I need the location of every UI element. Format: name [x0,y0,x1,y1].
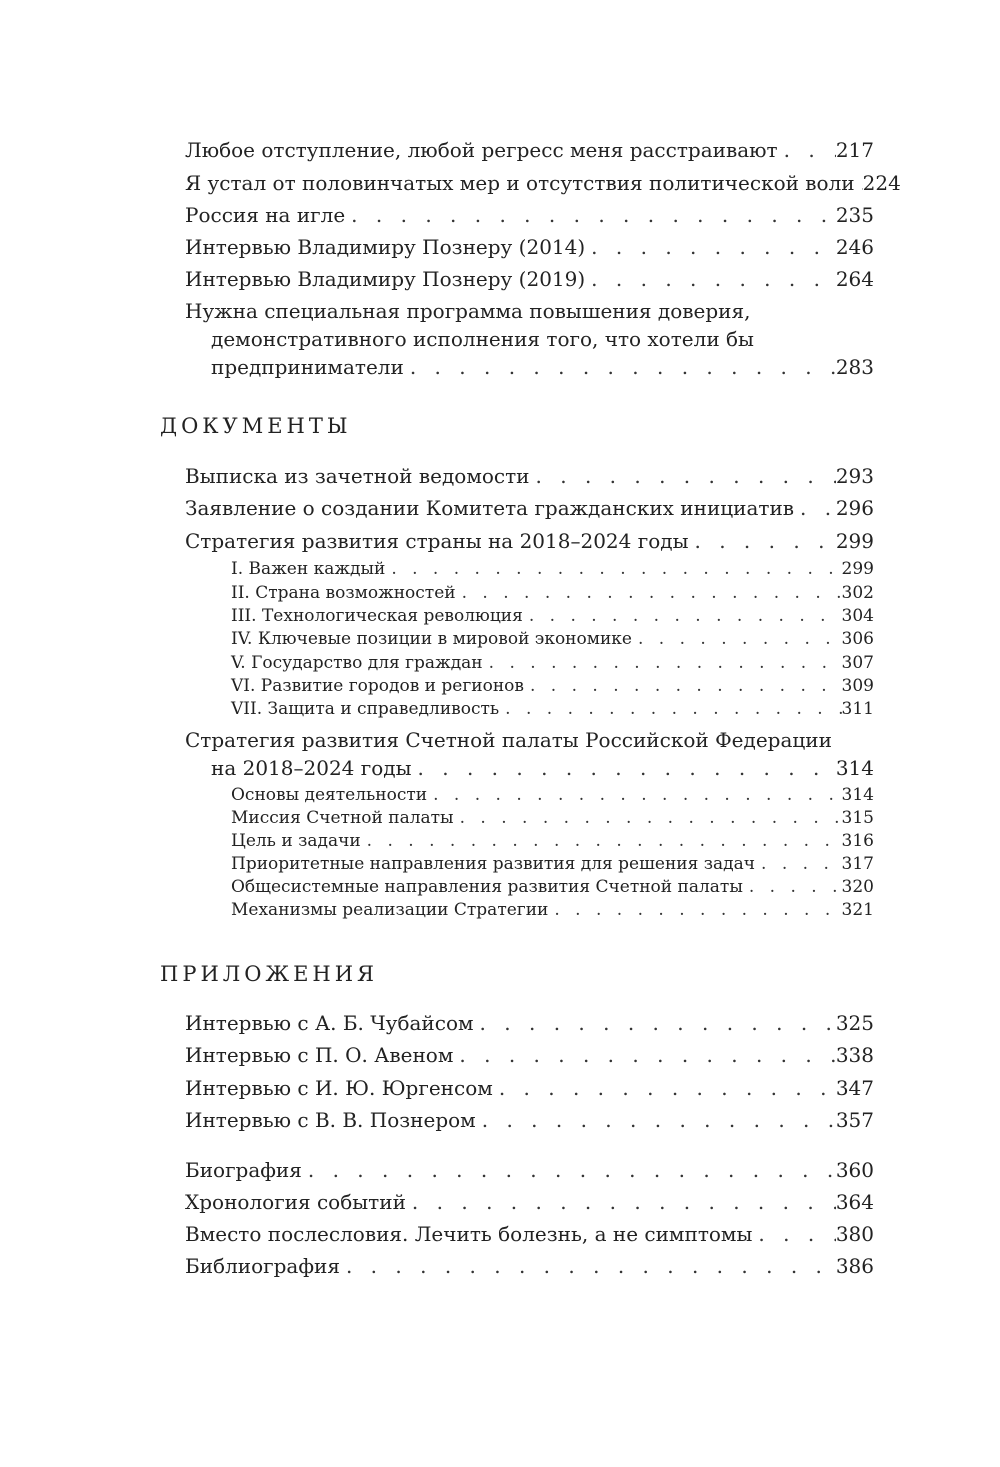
toc-subentry-title: II. Страна возможностей [231,583,456,603]
toc-entry[interactable] [185,265,874,293]
toc-subentry-title: I. Важен каждый [231,559,386,579]
toc-entry-title-line: демонстративного исполнения того, что хотели бы [211,327,754,351]
toc-page-number: 306 [841,629,874,649]
toc-entry-title: Хронология событий [185,1190,406,1214]
toc-subentry[interactable] [231,582,874,605]
toc-entry-title: Интервью Владимиру Познеру (2019) [185,267,586,291]
toc-page-number: 360 [835,1158,874,1182]
toc-page-number: 224 [862,171,901,195]
toc-entry[interactable] [185,1156,874,1184]
toc-subentry-title: Общесистемные направления развития Счетной палаты [231,877,743,897]
toc-page-number: 264 [835,267,874,291]
toc-subentry[interactable] [231,605,874,628]
toc-entry-title: предприниматели [211,355,404,379]
toc-entry[interactable] [185,1074,874,1102]
toc-entry[interactable] [185,1041,874,1069]
toc-page-number: 311 [841,699,874,719]
toc-entry[interactable] [185,169,901,197]
toc-entry-title: Вместо послесловия. Лечить болезнь, а не симптомы [185,1222,753,1246]
toc-entry-title: Заявление о создании Комитета гражданских инициатив [185,496,795,520]
toc-entry[interactable] [185,462,874,490]
toc-subentry-title: VI. Развитие городов и регионов [231,676,524,696]
toc-subentry[interactable] [231,830,874,853]
toc-entry-title: на 2018–2024 годы [211,756,412,780]
toc-page-number: 386 [835,1254,874,1278]
toc-subentry[interactable] [231,628,874,651]
toc-entry[interactable] [185,1220,874,1248]
toc-page-number: 357 [835,1108,874,1132]
toc-page-number: 314 [841,785,874,805]
toc-entry-title-line: Нужна специальная программа повышения доверия, [185,299,751,323]
toc-page-number: 317 [841,854,874,874]
toc-page-number: 309 [841,676,874,696]
toc-subentry-title: IV. Ключевые позиции в мировой экономике [231,629,632,649]
toc-entry-title: Биография [185,1158,302,1182]
toc-subentry[interactable] [231,784,874,807]
section-heading-documents: ДОКУМЕНТЫ [160,414,352,438]
toc-page-number: 283 [835,355,874,379]
toc-entry[interactable] [185,1188,874,1216]
toc-entry[interactable] [185,201,874,229]
toc-entry[interactable] [185,297,874,381]
toc-page-number: 347 [835,1076,874,1100]
toc-subentry-title: Цель и задачи [231,831,361,851]
toc-page-number: 302 [841,583,874,603]
toc-page-number: 314 [835,756,874,780]
toc-page-number: 304 [841,606,874,626]
toc-entry-title: Выписка из зачетной ведомости [185,464,530,488]
toc-subentry-title: V. Государство для граждан [231,653,483,673]
toc-entry[interactable] [185,233,874,261]
toc-entry-title: Библиография [185,1254,340,1278]
toc-page-number: 299 [835,529,874,553]
toc-page-number: 325 [835,1011,874,1035]
toc-page-number: 321 [841,900,874,920]
toc-entry[interactable] [185,726,874,782]
toc-page-number: 293 [835,464,874,488]
toc-entry-title-line: Стратегия развития Счетной палаты Российской Федерации [185,728,832,752]
toc-subentry[interactable] [231,807,874,830]
toc-page-number: 296 [835,496,874,520]
toc-entry[interactable] [185,1106,874,1134]
toc-page-number: 320 [841,877,874,897]
toc-page-number: 338 [835,1043,874,1067]
toc-entry[interactable] [185,1009,874,1037]
toc-entry[interactable] [185,527,874,555]
toc-page-number: 217 [835,138,874,162]
toc-entry-title: Интервью Владимиру Познеру (2014) [185,235,586,259]
toc-entry-title: Интервью с А. Б. Чубайсом [185,1011,474,1035]
toc-page-number: 315 [841,808,874,828]
toc-page-number: 299 [841,559,874,579]
toc-entry[interactable] [185,1252,874,1280]
toc-subentry-title: Миссия Счетной палаты [231,808,454,828]
toc-subentry[interactable] [231,675,874,698]
toc-entry-title: Любое отступление, любой регресс меня расстраивают [185,138,778,162]
toc-entry[interactable] [185,494,874,522]
toc-subentry[interactable] [231,899,874,922]
toc-subentry-title: III. Технологическая революция [231,606,523,626]
section-heading-appendices: ПРИЛОЖЕНИЯ [160,962,379,986]
toc-subentry[interactable] [231,698,874,721]
toc-entry-title: Стратегия развития страны на 2018–2024 годы [185,529,689,553]
toc-page-number: 380 [835,1222,874,1246]
toc-entry-title: Интервью с И. Ю. Юргенсом [185,1076,493,1100]
toc-subentry[interactable] [231,876,874,899]
toc-page-number: 364 [835,1190,874,1214]
toc-subentry[interactable] [231,652,874,675]
toc-entry-title: Интервью с П. О. Авеном [185,1043,454,1067]
toc-page-number: 307 [841,653,874,673]
toc-subentry-title: Приоритетные направления развития для решения задач [231,854,756,874]
toc-entry-title: Я устал от половинчатых мер и отсутствия политической воли [185,171,855,195]
toc-entry[interactable] [185,136,874,164]
toc-subentry-title: Механизмы реализации Стратегии [231,900,549,920]
toc-entry-title: Россия на игле [185,203,346,227]
toc-subentry[interactable] [231,853,874,876]
toc-page-number: 246 [835,235,874,259]
toc-page-number: 316 [841,831,874,851]
toc-subentry-title: Основы деятельности [231,785,428,805]
toc-subentry[interactable] [231,558,874,581]
toc-subentry-title: VII. Защита и справедливость [231,699,500,719]
toc-entry-title: Интервью с В. В. Познером [185,1108,476,1132]
toc-page-number: 235 [835,203,874,227]
